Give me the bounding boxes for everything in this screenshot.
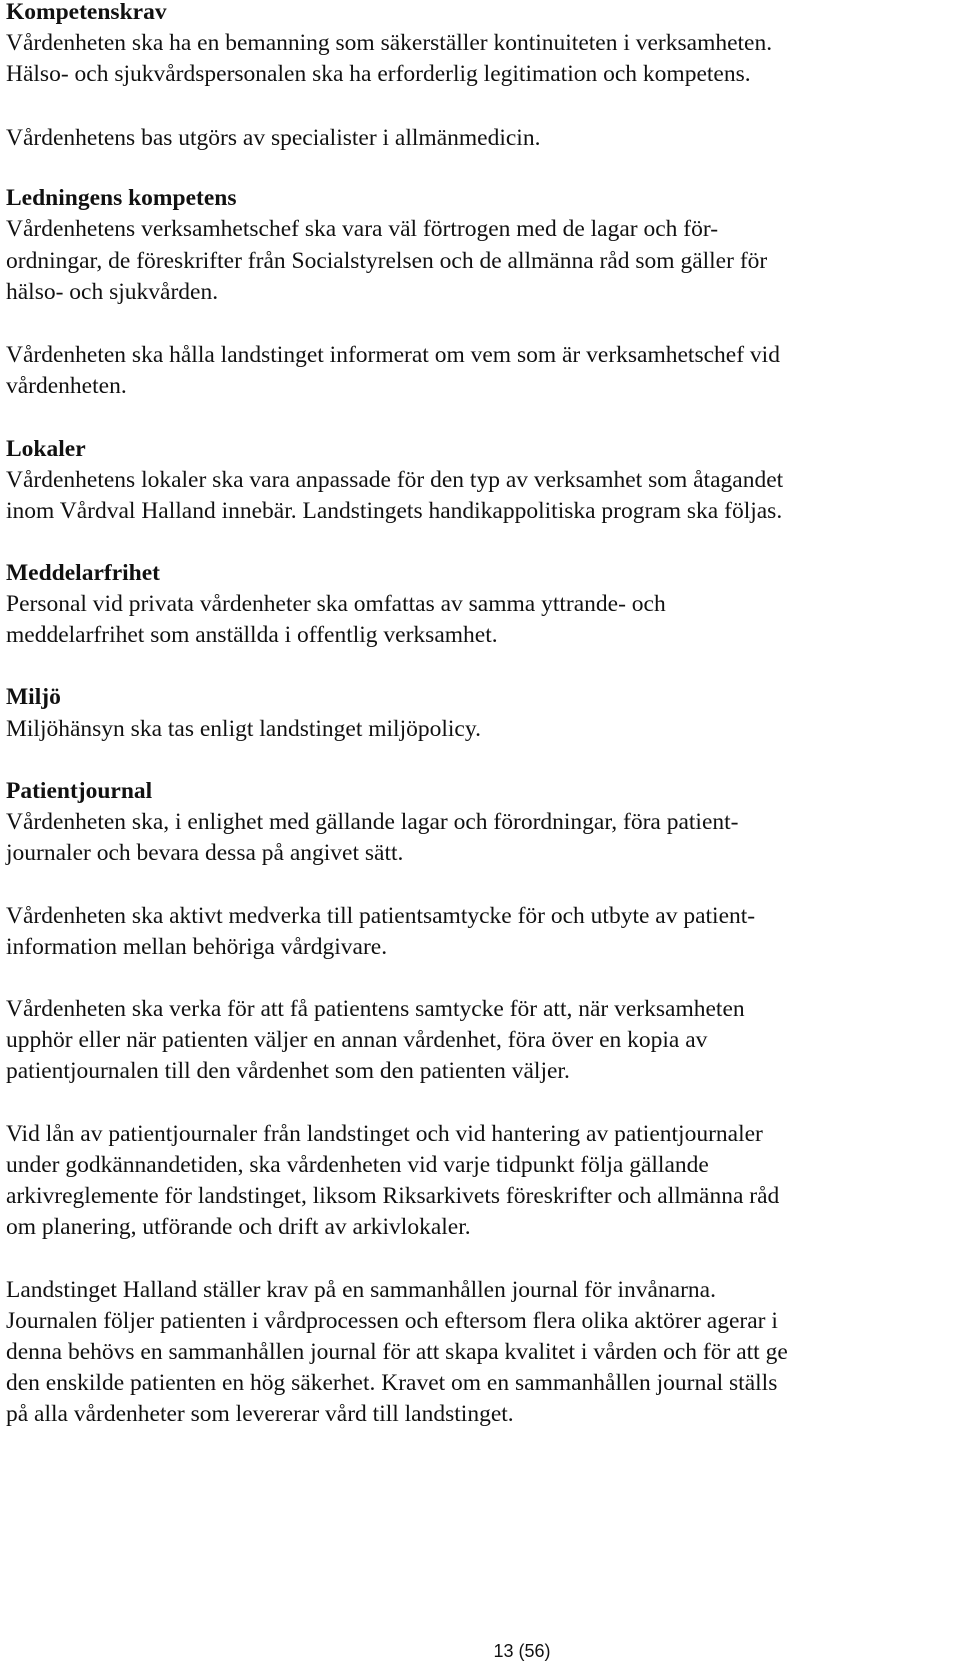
section-heading-ledningens-kompetens: Ledningens kompetens [6,185,237,211]
paragraph-line: denna behövs en sammanhållen journal för att skapa kvalitet i vården och för att ge [6,1339,788,1365]
section-heading-patientjournal: Patientjournal [6,778,153,804]
paragraph-line: ordningar, de föreskrifter från Socialstyrelsen och de allmänna råd som gäller för [6,248,768,274]
paragraph-line: arkivreglemente för landstinget, liksom Riksarkivets föreskrifter och allmänna råd [6,1183,780,1209]
paragraph-line: Miljöhänsyn ska tas enligt landstinget miljöpolicy. [6,716,481,742]
paragraph-line: Vårdenheten ska ha en bemanning som säkerställer kontinuiteten i verksamheten. [6,30,773,56]
section-heading-kompetenskrav: Kompetenskrav [6,0,167,25]
paragraph-line: journaler och bevara dessa på angivet sätt. [6,840,404,866]
page-footer [0,1640,960,1662]
paragraph-line: Hälso- och sjukvårdspersonalen ska ha erforderlig legitimation och kompetens. [6,61,751,87]
paragraph-line: Vårdenheten ska hålla landstinget informerat om vem som är verksamhetschef vid [6,342,780,368]
paragraph-line: upphör eller när patienten väljer en annan vårdenhet, föra över en kopia av [6,1027,708,1053]
paragraph-line: Vårdenheten ska, i enlighet med gällande lagar och förordningar, föra patient- [6,809,739,835]
paragraph-line: om planering, utförande och drift av arkivlokaler. [6,1214,471,1240]
paragraph-line: meddelarfrihet som anställda i offentlig verksamhet. [6,622,498,648]
paragraph-line: inom Vårdval Halland innebär. Landstingets handikappolitiska program ska följas. [6,498,783,524]
paragraph-line: Vårdenhetens lokaler ska vara anpassade för den typ av verksamhet som åtagandet [6,467,784,493]
paragraph-line: Vid lån av patientjournaler från landstinget och vid hantering av patientjournaler [6,1121,763,1147]
paragraph-line: den enskilde patienten en hög säkerhet. Kravet om en sammanhållen journal ställs [6,1370,778,1396]
paragraph-line: Personal vid privata vårdenheter ska omfattas av samma yttrande- och [6,591,666,617]
paragraph-line: Landstinget Halland ställer krav på en sammanhållen journal för invånarna. [6,1277,716,1303]
paragraph-line: Vårdenhetens verksamhetschef ska vara väl förtrogen med de lagar och för- [6,216,719,242]
paragraph-line: Journalen följer patienten i vårdprocessen och eftersom flera olika aktörer agerar i [6,1308,778,1334]
page-number: 13 (56) [493,1641,551,1661]
paragraph-line: hälso- och sjukvården. [6,279,219,305]
paragraph-line: patientjournalen till den vårdenhet som den patienten väljer. [6,1058,570,1084]
paragraph-line: Vårdenheten ska verka för att få patientens samtycke för att, när verksamheten [6,996,745,1022]
section-heading-lokaler: Lokaler [6,436,86,462]
paragraph-line: på alla vårdenheter som levererar vård till landstinget. [6,1401,514,1427]
paragraph-line: Vårdenhetens bas utgörs av specialister i allmänmedicin. [6,125,541,151]
section-heading-miljo: Miljö [6,684,61,710]
section-heading-meddelarfrihet: Meddelarfrihet [6,560,161,586]
paragraph-line: information mellan behöriga vårdgivare. [6,934,388,960]
paragraph-line: Vårdenheten ska aktivt medverka till patientsamtycke för och utbyte av patient- [6,903,756,929]
paragraph-line: vårdenheten. [6,373,127,399]
paragraph-line: under godkännandetiden, ska vårdenheten vid varje tidpunkt följa gällande [6,1152,709,1178]
